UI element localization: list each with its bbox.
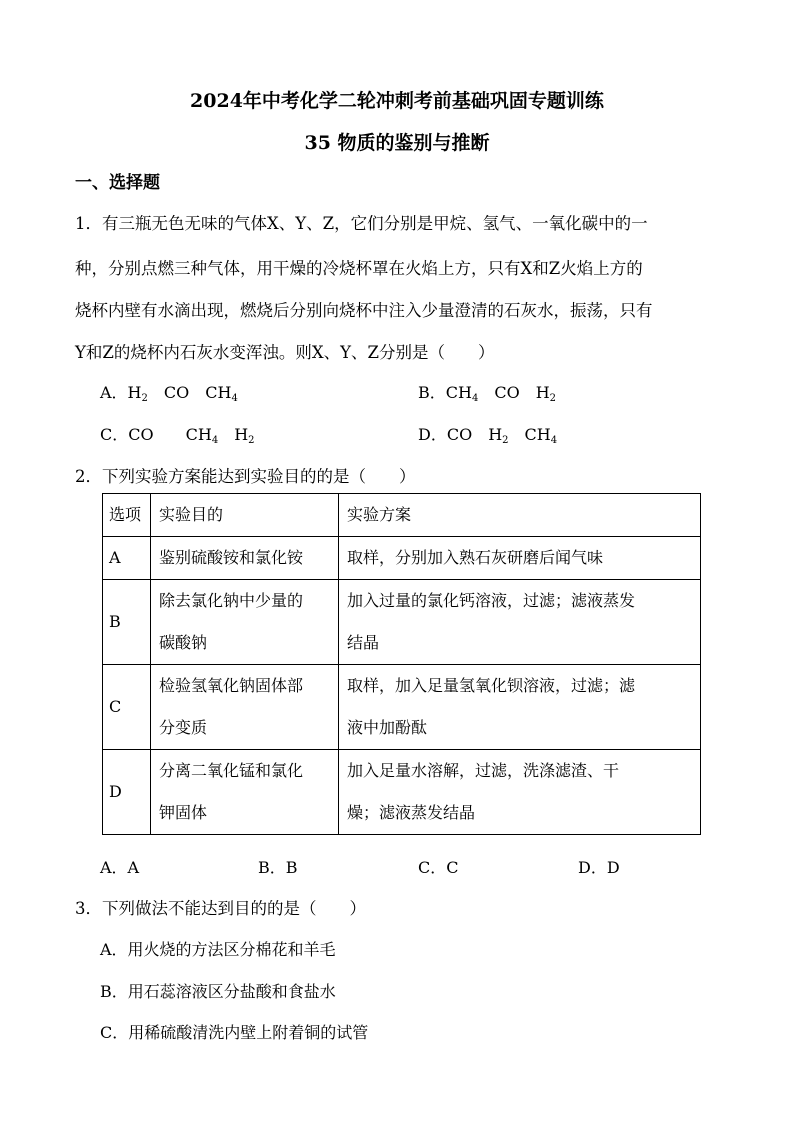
question-3-option-c: C．用稀硫酸清洗内壁上附着铜的试管	[100, 1023, 369, 1042]
header-option: 选项	[103, 494, 151, 537]
question-1-option-a: A．$H_2$ CO $CH_4$	[100, 383, 238, 404]
row-option: A	[103, 537, 151, 580]
row-option: D	[103, 750, 151, 835]
table-header-row	[103, 494, 701, 537]
question-3-option-b: B．用石蕊溶液区分盐酸和食盐水	[100, 982, 336, 1001]
section-heading: 一、选择题	[75, 173, 160, 193]
table-row	[103, 665, 701, 750]
row-plan: 取样，加入足量氢氧化钡溶液，过滤；滤 液中加酚酞	[339, 665, 701, 750]
row-goal: 分离二氧化锰和氯化 钾固体	[151, 750, 339, 835]
table-row	[103, 537, 701, 580]
question-1-option-c: C．CO $CH_4$ $H_2$	[100, 425, 255, 446]
question-2-stem: 2．下列实验方案能达到实验目的的是（ ）	[75, 467, 416, 486]
question-1-line-4: Y和Z的烧杯内石灰水变浑浊。则X、Y、Z分别是（ ）	[75, 343, 495, 362]
row-plan: 加入过量的氯化钙溶液，过滤；滤液蒸发 结晶	[339, 580, 701, 665]
question-1-option-d: D．CO $H_2$ $CH_4$	[418, 425, 558, 446]
question-2-option-b: B．B	[258, 858, 298, 877]
question-3-stem: 3．下列做法不能达到目的的是（ ）	[75, 899, 366, 918]
header-goal: 实验目的	[151, 494, 339, 537]
question-1-line-1: 1．有三瓶无色无味的气体X、Y、Z，它们分别是甲烷、氢气、一氧化碳中的一	[75, 214, 648, 233]
table-row	[103, 750, 701, 835]
row-plan: 加入足量水溶解，过滤，洗涤滤渣、干 燥；滤液蒸发结晶	[339, 750, 701, 835]
document-subtitle: 35 物质的鉴别与推断	[304, 132, 490, 154]
experiment-table	[102, 493, 701, 835]
row-goal: 除去氯化钠中少量的 碳酸钠	[151, 580, 339, 665]
row-option: B	[103, 580, 151, 665]
table-row	[103, 580, 701, 665]
question-2-option-d: D．D	[578, 858, 620, 877]
row-option: C	[103, 665, 151, 750]
document-title: 2024年中考化学二轮冲刺考前基础巩固专题训练	[190, 90, 604, 112]
header-plan: 实验方案	[339, 494, 701, 537]
question-3-option-a: A．用火烧的方法区分棉花和羊毛	[100, 940, 336, 959]
question-1-option-b: B．$CH_4$ CO $H_2$	[418, 383, 557, 404]
question-2-option-a: A．A	[100, 858, 140, 877]
row-goal: 鉴别硫酸铵和氯化铵	[151, 537, 339, 580]
question-1-line-3: 烧杯内壁有水滴出现，燃烧后分别向烧杯中注入少量澄清的石灰水，振荡，只有	[75, 301, 653, 320]
question-1-line-2: 种，分别点燃三种气体，用干燥的冷烧杯罩在火焰上方，只有X和Z火焰上方的	[75, 259, 643, 278]
row-plan: 取样，分别加入熟石灰研磨后闻气味	[339, 537, 701, 580]
row-goal: 检验氢氧化钠固体部 分变质	[151, 665, 339, 750]
question-2-option-c: C．C	[418, 858, 459, 877]
